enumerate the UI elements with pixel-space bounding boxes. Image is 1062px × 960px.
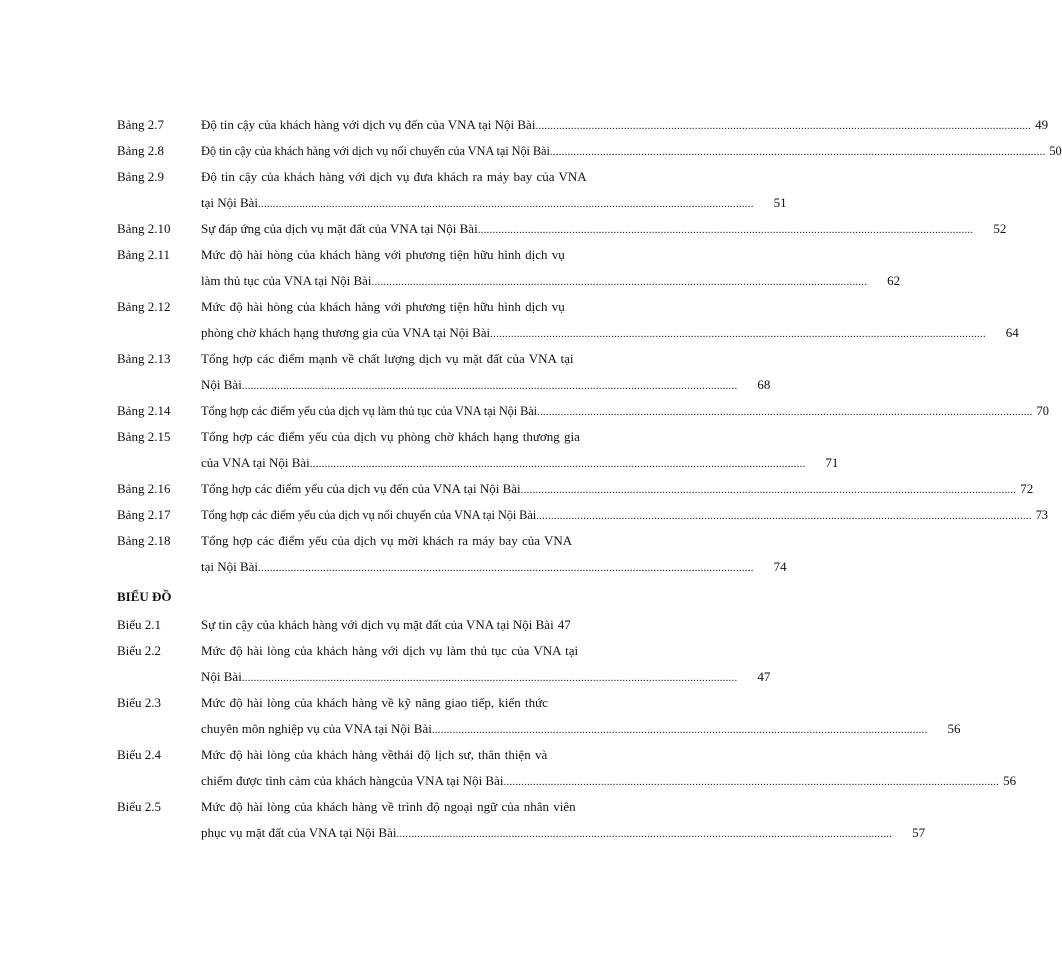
entry-label: Bảng 2.18 [117, 533, 171, 548]
leader-dots [310, 451, 806, 477]
entry-label: Biểu 2.3 [117, 695, 162, 710]
entry-label: Bảng 2.15 [117, 429, 171, 444]
entry-label: Bảng 2.7 [117, 117, 164, 132]
leader-dots [258, 555, 754, 581]
toc-entry-chart-2-3 [117, 690, 961, 742]
entry-page: 47 [757, 669, 771, 684]
entry-title: Mức độ hài lòng của khách hàng về trình độ ngoại ngữ của nhân viên [201, 799, 576, 814]
entry-title-cont: phục vụ mặt đất của VNA tại Nội Bài [201, 825, 397, 840]
entry-label: Bảng 2.17 [117, 507, 171, 522]
toc-entry-table-2-8 [117, 138, 1062, 164]
toc-entry-table-2-14 [117, 398, 1049, 424]
toc-entry-chart-2-2 [117, 638, 771, 690]
leader-dots [521, 477, 1017, 503]
toc-entry-table-2-16 [117, 476, 1034, 502]
toc-entry-table-2-12 [117, 294, 1019, 346]
entry-page: 47 [557, 617, 571, 632]
entry-title-cont: phòng chờ khách hạng thương gia của VNA tại Nội Bài [201, 325, 491, 340]
leader-dots [242, 373, 738, 399]
toc-entry-table-2-18 [117, 528, 787, 580]
entry-title-cont: chiếm được tình cảm của khách hàngcủa VNA tại Nội Bài [201, 773, 504, 788]
entry-page: 56 [947, 721, 961, 736]
toc-entry-table-2-9 [117, 164, 787, 216]
entry-page: 68 [757, 377, 771, 392]
leader-dots [535, 113, 1031, 139]
entry-title: Tổng hợp các điểm yếu của dịch vụ nối chuyến của VNA tại Nội Bài [201, 508, 537, 522]
entry-label: Bảng 2.16 [117, 481, 171, 496]
toc-entry-table-2-11 [117, 242, 901, 294]
entry-page: 50 [1049, 144, 1062, 158]
leader-dots [503, 769, 999, 795]
entry-label: Bảng 2.14 [117, 403, 171, 418]
entry-page: 56 [1003, 773, 1017, 788]
entry-label: Biểu 2.5 [117, 799, 162, 814]
entry-page: 72 [1020, 481, 1034, 496]
entry-label: Bảng 2.13 [117, 351, 171, 366]
entry-title-cont: Nội Bài [201, 377, 242, 392]
entry-title-cont: của VNA tại Nội Bài [201, 455, 310, 470]
leader-dots [550, 139, 1046, 165]
entry-title: Mức độ hài lòng của khách hàng vềthái độ lịch sư, thân thiện và [201, 747, 548, 762]
entry-title: Tổng hợp các điểm yếu của dịch vụ đến của VNA tại Nội Bài [201, 481, 521, 496]
toc-entry-table-2-17 [117, 502, 1048, 528]
entry-label: Biểu 2.2 [117, 643, 162, 658]
leader-dots [432, 717, 928, 743]
toc-entry-table-2-10 [117, 216, 1007, 242]
entry-label: Bảng 2.10 [117, 221, 171, 236]
entry-title: Độ tin cậy của khách hàng với dịch vụ nối chuyến của VNA tại Nội Bài [201, 144, 550, 158]
entry-label: Biểu 2.4 [117, 747, 162, 762]
leader-dots [536, 503, 1032, 529]
toc-entry-table-2-15 [117, 424, 839, 476]
entry-title: Mức độ hài hòng của khách hàng với phương tiện hữu hình dịch vụ [201, 247, 565, 262]
entry-page: 64 [1005, 325, 1019, 340]
charts-heading: BIỂU ĐỒ [117, 589, 172, 604]
entry-page: 70 [1036, 404, 1049, 418]
entry-label: Bảng 2.8 [117, 143, 164, 158]
entry-label: Biểu 2.1 [117, 617, 162, 632]
entry-title: Sự tin cậy của khách hàng với dịch vụ mặt đất của VNA tại Nội Bài [201, 617, 554, 632]
leader-dots [478, 217, 974, 243]
entry-page: 49 [1035, 117, 1049, 132]
entry-label: Bảng 2.12 [117, 299, 171, 314]
toc-entry-table-2-7 [117, 112, 1049, 138]
leader-dots [242, 665, 738, 691]
entry-title: Sự đáp ứng của dịch vụ mặt đất của VNA tại Nội Bài [201, 221, 478, 236]
entry-title: Tổng hợp các điểm yếu của dịch vụ làm thủ tục của VNA tại Nội Bài [201, 404, 538, 418]
entry-title-cont: tại Nội Bài [201, 559, 259, 574]
entry-page: 74 [773, 559, 787, 574]
entry-title: Mức độ hài hòng của khách hàng với phương tiện hữu hình dịch vụ [201, 299, 565, 314]
leader-dots [258, 191, 754, 217]
entry-label: Bảng 2.11 [117, 247, 170, 262]
toc-entry-chart-2-5 [117, 794, 926, 846]
entry-page: 71 [825, 455, 839, 470]
entry-title-cont: làm thủ tục của VNA tại Nội Bài [201, 273, 372, 288]
entry-title: Độ tin cậy của khách hàng với dịch vụ đưa khách ra máy bay của VNA [201, 169, 587, 184]
toc-entry-table-2-13 [117, 346, 771, 398]
entry-title-cont: tại Nội Bài [201, 195, 259, 210]
table-of-contents [117, 112, 1062, 846]
entry-page: 52 [993, 221, 1007, 236]
entry-page: 57 [912, 825, 926, 840]
entry-title: Tổng hợp các điểm yếu của dịch vụ mời khách ra máy bay của VNA [201, 533, 573, 548]
entry-title: Tổng hợp các điểm yếu của dịch vụ phòng chờ khách hạng thương gia [201, 429, 580, 444]
leader-dots [537, 399, 1033, 425]
entry-page: 73 [1035, 508, 1048, 522]
entry-title-cont: chuyên môn nghiệp vụ của VNA tại Nội Bài [201, 721, 432, 736]
leader-dots [372, 269, 868, 295]
entry-page: 51 [773, 195, 787, 210]
entry-title: Tổng hợp các điểm mạnh về chất lượng dịch vụ mặt đất của VNA tại [201, 351, 574, 366]
entry-title: Mức độ hài lòng của khách hàng về kỹ năng giao tiếp, kiến thức [201, 695, 548, 710]
entry-page: 62 [887, 273, 901, 288]
toc-entry-chart-2-4 [117, 742, 1017, 794]
toc-entry-chart-2-1 [117, 612, 635, 638]
entry-title: Mức độ hài lòng của khách hàng với dịch vụ làm thủ tục của VNA tại [201, 643, 579, 658]
leader-dots [490, 321, 986, 347]
leader-dots [396, 821, 892, 847]
entry-label: Bảng 2.9 [117, 169, 164, 184]
entry-title: Độ tin cậy của khách hàng với dịch vụ đến của VNA tại Nội Bài [201, 117, 536, 132]
entry-title-cont: Nội Bài [201, 669, 242, 684]
